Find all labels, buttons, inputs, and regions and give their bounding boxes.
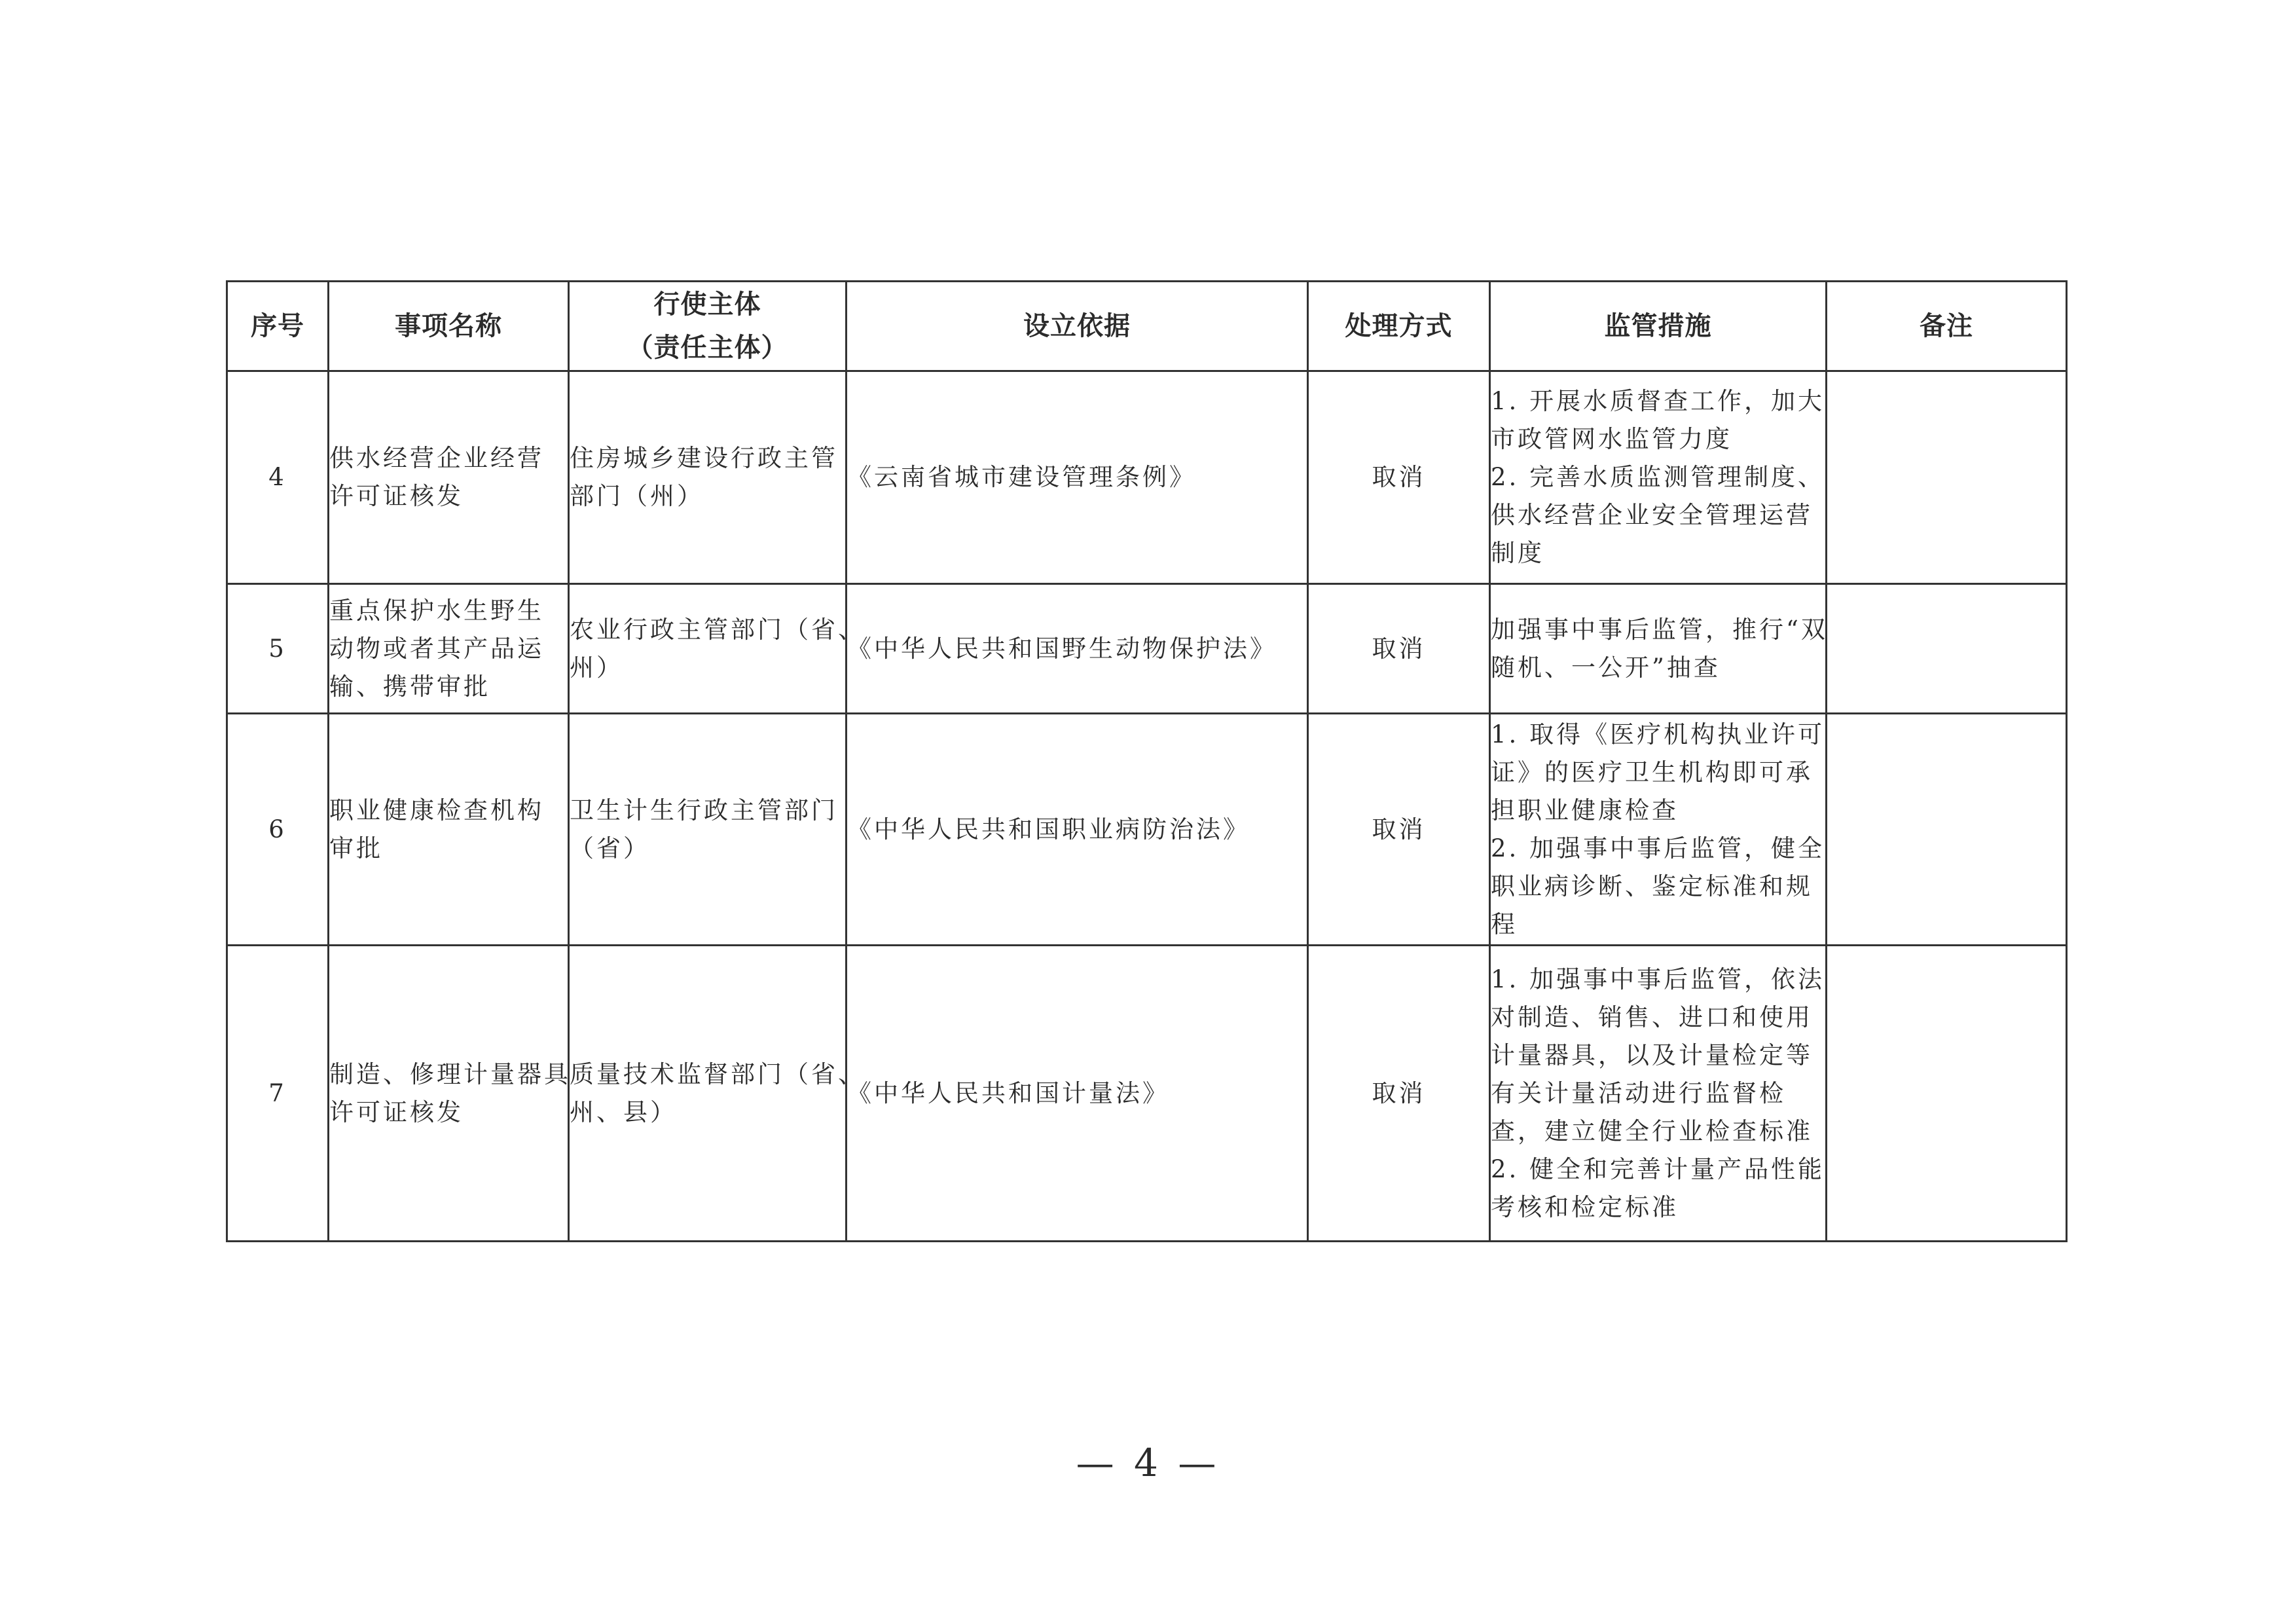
measure-line: 随机、一公开”抽查 <box>1491 653 1721 682</box>
row-index: 7 <box>227 946 329 1242</box>
row-basis: 《中华人民共和国计量法》 <box>847 946 1308 1242</box>
row-basis: 《中华人民共和国野生动物保护法》 <box>847 584 1308 714</box>
header-body <box>569 282 847 371</box>
body-line: 州） <box>570 653 623 682</box>
measure-line: 证》的医疗卫生机构即可承 <box>1491 758 1813 786</box>
item-name-line: 输、携带审批 <box>329 672 490 701</box>
row-body <box>569 371 847 584</box>
header-body-line2: （责任主体） <box>627 333 788 363</box>
body-line: 州、县） <box>570 1098 677 1126</box>
measure-line: 1. 开展水质督查工作，加大 <box>1491 387 1825 415</box>
body-line: 农业行政主管部门（省、 <box>570 615 865 644</box>
row-measures <box>1490 584 1827 714</box>
row-item-name <box>329 946 569 1242</box>
table-row <box>227 371 2067 584</box>
row-index: 5 <box>227 584 329 714</box>
item-name-line: 审批 <box>329 834 383 862</box>
item-name-line: 许可证核发 <box>329 482 464 510</box>
measure-line: 职业病诊断、鉴定标准和规 <box>1491 872 1813 900</box>
body-line: （省） <box>570 834 650 862</box>
measure-line: 2. 完善水质监测管理制度、 <box>1491 463 1825 491</box>
measure-line: 供水经营企业安全管理运营 <box>1491 501 1813 529</box>
body-line: 部门（州） <box>570 482 704 510</box>
row-body <box>569 584 865 714</box>
header-action: 处理方式 <box>1308 282 1490 371</box>
row-action: 取消 <box>1308 946 1490 1242</box>
row-measures <box>1490 371 1827 584</box>
header-item-name: 事项名称 <box>329 282 569 371</box>
page-number: — 4 — <box>1076 1441 1220 1485</box>
body-line: 质量技术监督部门（省、 <box>570 1060 865 1088</box>
row-item-name <box>329 714 569 946</box>
row-action: 取消 <box>1308 584 1490 714</box>
measure-line: 加强事中事后监管，推行“双 <box>1491 615 1828 644</box>
row-index: 4 <box>227 371 329 584</box>
table-row <box>227 584 2067 714</box>
header-remarks: 备注 <box>1827 282 2067 371</box>
table-row <box>227 946 2067 1242</box>
measure-line: 市政管网水监管力度 <box>1491 425 1732 453</box>
row-body <box>569 714 847 946</box>
row-remarks <box>1827 714 2067 946</box>
measure-line: 查，建立健全行业检查标准 <box>1491 1116 1813 1145</box>
measure-line: 计量器具，以及计量检定等 <box>1491 1041 1813 1069</box>
row-remarks <box>1827 584 2067 714</box>
measure-line: 2. 加强事中事后监管，健全 <box>1491 834 1825 862</box>
measure-line: 制度 <box>1491 539 1544 567</box>
row-item-name <box>329 371 569 584</box>
measure-line: 2. 健全和完善计量产品性能 <box>1491 1154 1825 1183</box>
header-measures: 监管措施 <box>1490 282 1827 371</box>
row-body <box>569 946 865 1242</box>
row-measures <box>1490 714 1827 946</box>
measure-line: 1. 取得《医疗机构执业许可 <box>1491 720 1825 748</box>
row-remarks <box>1827 946 2067 1242</box>
header-index: 序号 <box>227 282 329 371</box>
items-table <box>226 280 2068 1242</box>
item-name-line: 制造、修理计量器具 <box>329 1060 571 1088</box>
item-name-line: 动物或者其产品运 <box>329 634 544 663</box>
row-action: 取消 <box>1308 714 1490 946</box>
row-measures <box>1490 946 1827 1242</box>
body-line: 住房城乡建设行政主管 <box>570 444 838 472</box>
row-basis: 《云南省城市建设管理条例》 <box>847 371 1308 584</box>
header-row <box>227 282 2067 371</box>
measure-line: 有关计量活动进行监督检 <box>1491 1079 1786 1107</box>
measure-line: 考核和检定标准 <box>1491 1192 1679 1221</box>
measure-line: 程 <box>1491 910 1518 938</box>
measure-line: 1. 加强事中事后监管，依法 <box>1491 965 1825 993</box>
item-name-line: 许可证核发 <box>329 1098 464 1126</box>
row-item-name <box>329 584 569 714</box>
item-name-line: 职业健康检查机构 <box>329 796 544 824</box>
header-basis: 设立依据 <box>847 282 1308 371</box>
row-index: 6 <box>227 714 329 946</box>
row-basis: 《中华人民共和国职业病防治法》 <box>847 714 1308 946</box>
table-row <box>227 714 2067 946</box>
measure-line: 对制造、销售、进口和使用 <box>1491 1003 1813 1031</box>
row-remarks <box>1827 371 2067 584</box>
body-line: 卫生计生行政主管部门 <box>570 796 838 824</box>
measure-line: 担职业健康检查 <box>1491 796 1679 824</box>
row-action: 取消 <box>1308 371 1490 584</box>
item-name-line: 供水经营企业经营 <box>329 444 544 472</box>
item-name-line: 重点保护水生野生 <box>329 596 544 625</box>
header-body-line1: 行使主体 <box>653 289 761 320</box>
